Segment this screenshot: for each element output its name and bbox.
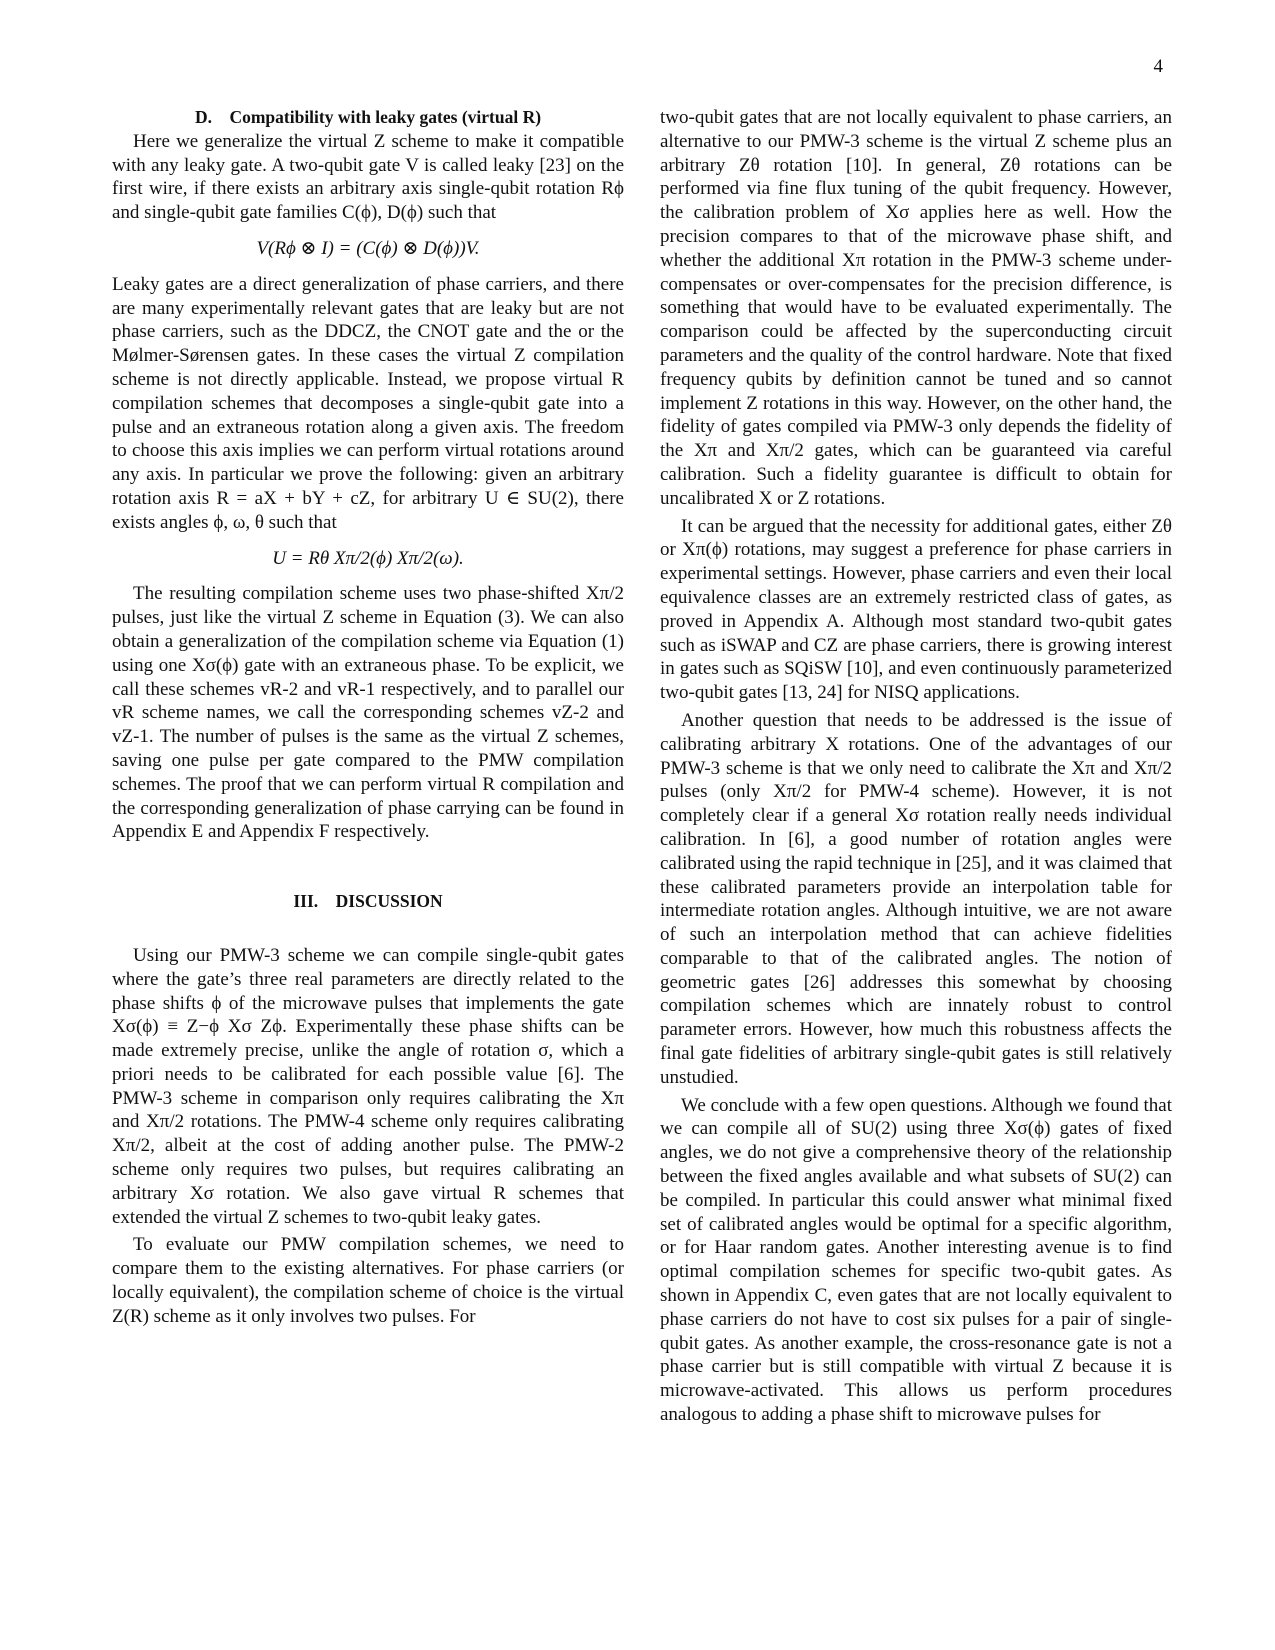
equation-virtual-r: U = Rθ Xπ/2(ϕ) Xπ/2(ω).	[272, 547, 464, 569]
paragraph-pmw3-summary: Using our PMW-3 scheme we can compile single-qubit gates where the gate’s three real parameters are directly related to the phase shifts ϕ of the microwave pulses that implements the gate Xσ(ϕ) ≡ Z−ϕ Xσ Zϕ. Experimentally these phase shifts can be made extremely precise, unlike the angle of rotation σ, which a priori needs to be calibrated for each possible value [6]. The PMW-3 scheme in comparison only requires calibrating the Xπ and Xπ/2 rotations. The PMW-4 scheme only requires calibrating Xπ/2, albeit at the cost of adding another pulse. The PMW-2 scheme only requires two pulses, but requires calibrating an arbitrary Xσ rotation. We also gave virtual R schemes that extended the virtual Z schemes to two-qubit leaky gates.	[112, 944, 624, 1228]
paragraph-calibration: Another question that needs to be addressed is the issue of calibrating arbitrary X rotations. One of the advantages of our PMW-3 scheme is that we only need to calibrate the Xπ and Xπ/2 pulses (only Xπ/2 for PMW-4 scheme). However, it is not completely clear if a general Xσ rotation really needs individual calibration. In [6], a good number of rotation angles were calibrated using the rapid technique in [25], and it was claimed that these calibrated parameters provide an interpolation table for intermediate rotation angles. Although intuitive, we are not aware of such an interpolation method that can achieve fidelities comparable to that of the calibrated angles. The notion of geometric gates [26] addresses this somewhat by choosing compilation schemes which are innately robust to control parameter errors. However, how much this robustness affects the final gate fidelities of arbitrary single-qubit gates is still relatively unstudied.	[660, 709, 1172, 1088]
paragraph-compilation-scheme: The resulting compilation scheme uses two phase-shifted Xπ/2 pulses, just like the virtual Z scheme in Equation (3). We can also obtain a generalization of the compilation scheme via Equation (1) using one Xσ(ϕ) gate with an extraneous phase. To be explicit, we call these schemes vR-2 and vR-1 respectively, and to parallel our vR scheme names, we call the corresponding schemes vZ-2 and vZ-1. The number of pulses is the same as the virtual Z schemes, saving one pulse per gate compared to the PMW compilation schemes. The proof that we can perform virtual R compilation and the corresponding generalization of phase carrying can be found in Appendix E and Appendix F respectively.	[112, 583, 624, 843]
page-number: 4	[1153, 56, 1163, 77]
right-column	[660, 106, 1172, 1427]
paragraph-two-qubit-gates: two-qubit gates that are not locally equivalent to phase carriers, an alternative to our PMW-3 scheme is the virtual Z scheme plus an arbitrary Zθ rotation [10]. In general, Zθ rotations can be performed via fine flux tuning of the qubit frequency. However, the calibration problem of Xσ applies here as well. How the precision compares to that of the microwave phase shift, and whether the additional Xπ rotation in the PMW-3 scheme under-compensates or over-compensates for the precision difference, is something that would have to be evaluated experimentally. The comparison could be affected by the superconducting circuit parameters and the quality of the control hardware. Note that fixed frequency qubits by definition cannot be tuned and so cannot implement Z rotations in this way. However, on the other hand, the fidelity of gates compiled via PMW-3 only depends the fidelity of the Xπ and Xπ/2 gates, which can be guaranteed via careful calibration. Such a fidelity guarantee is difficult to obtain for uncalibrated X or Z rotations.	[660, 107, 1172, 509]
left-column	[112, 106, 624, 1329]
equation-leaky: V(Rϕ ⊗ I) = (C(ϕ) ⊗ D(ϕ))V.	[256, 237, 480, 259]
paragraph-phase-carriers: It can be argued that the necessity for additional gates, either Zθ or Xπ(ϕ) rotations, may suggest a preference for phase carriers in experimental settings. However, phase carriers and even their local equivalence classes are an extremely restricted class of gates, as proved in Appendix A. Although most standard two-qubit gates such as iSWAP and CZ are phase carriers, there is growing interest in gates such as SQiSW [10], and even continuously parameterized two-qubit gates [13, 24] for NISQ applications.	[660, 515, 1172, 704]
paragraph-evaluate: To evaluate our PMW compilation schemes, we need to compare them to the existing alternatives. For phase carriers (or locally equivalent), the compilation scheme of choice is the virtual Z(R) scheme as it only involves two pulses. For	[112, 1234, 624, 1327]
paragraph-leaky-gates: Leaky gates are a direct generalization of phase carriers, and there are many experimentally relevant gates that are leaky but are not phase carriers, such as the DDCZ, the CNOT gate and the or the Mølmer-Sørensen gates. In these cases the virtual Z compilation scheme is not directly applicable. Instead, we propose virtual R compilation schemes that decomposes a single-qubit gate into a pulse and an extraneous rotation along a given axis. The freedom to choose this axis implies we can perform virtual rotations around any axis. In particular we prove the following: given an arbitrary rotation axis R = aX + bY + cZ, for arbitrary U ∈ SU(2), there exists angles ϕ, ω, θ such that	[112, 273, 624, 533]
subsection-title: D. Compatibility with leaky gates (virtual R)	[194, 107, 542, 127]
paragraph-open-questions: We conclude with a few open questions. Although we found that we can compile all of SU(2) using three Xσ(ϕ) gates of fixed angles, we do not give a comprehensive theory of the relationship between the fixed angles available and what subsets of SU(2) can be compiled. In particular this could answer what minimal fixed set of calibrated angles would be optimal for a specific algorithm, or for Haar random gates. Another interesting avenue is to find optimal compilation schemes for specific two-qubit gates. As shown in Appendix C, even gates that are not locally equivalent to phase carriers do not have to cost six pulses for a pair of single-qubit gates. As another example, the cross-resonance gate is not a phase carrier but is still compatible with virtual Z because it is microwave-activated. This allows us perform procedures analogous to adding a phase shift to microwave pulses for	[660, 1094, 1172, 1426]
section-title-discussion: III. DISCUSSION	[293, 891, 443, 912]
paragraph-leaky-definition: Here we generalize the virtual Z scheme to make it compatible with any leaky gate. A two-qubit gate V is called leaky [23] on the first wire, if there exists an arbitrary axis single-qubit rotation Rϕ and single-qubit gate families C(ϕ), D(ϕ) such that	[112, 130, 624, 224]
